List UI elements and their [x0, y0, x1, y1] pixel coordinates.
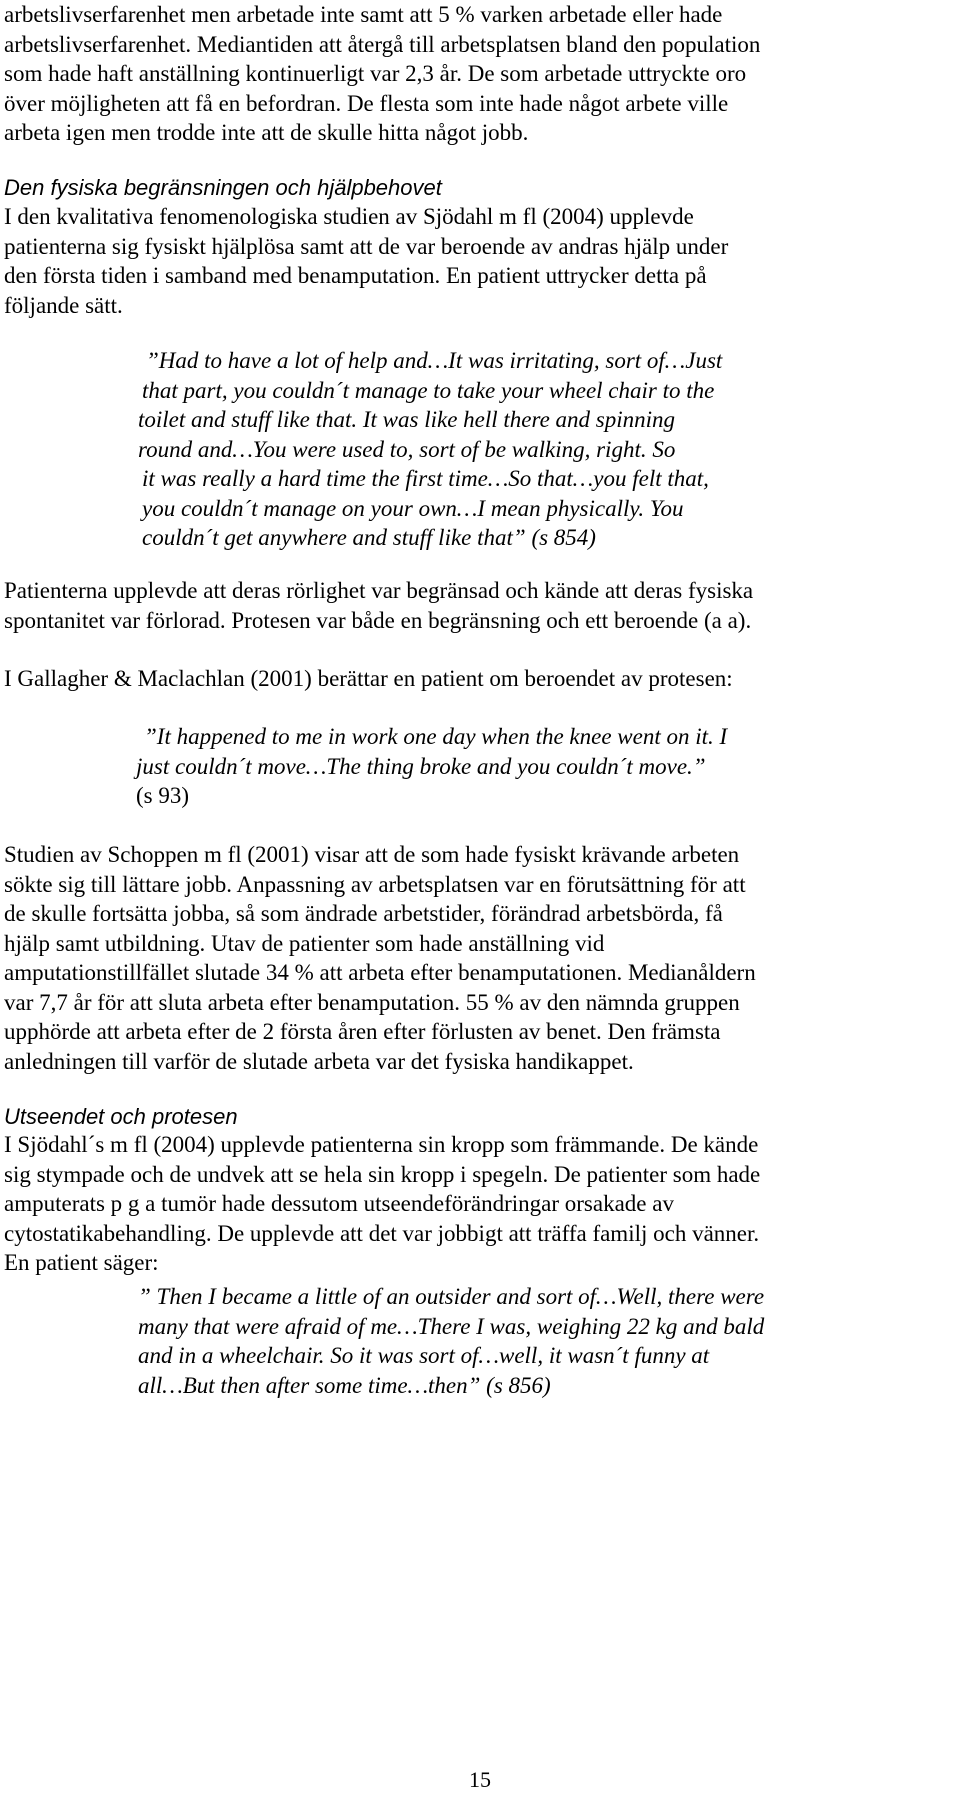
quote-line: and in a wheelchair. So it was sort of…well, it wasn´t funny at — [138, 1343, 710, 1368]
text-line: sökte sig till lättare jobb. Anpassning av arbetsplatsen var en förutsättning för att — [4, 871, 746, 897]
text-line: Studien av Schoppen m fl (2001) visar att de som hade fysiskt krävande arbeten — [4, 842, 740, 867]
appearance-paragraph — [4, 1130, 944, 1278]
quote-line: ” Then I became a little of an outsider and sort of…Well, there were — [138, 1284, 765, 1309]
quote-line: many that were afraid of me…There I was, weighing 22 kg and bald — [138, 1313, 765, 1339]
text-line: arbetslivserfarenhet men arbetade inte samt att 5 % varken arbetade eller hade — [4, 2, 723, 27]
physical-paragraph — [4, 202, 944, 320]
text-line: arbetslivserfarenhet. Mediantiden att återgå till arbetsplatsen bland den population — [4, 31, 761, 57]
schoppen-paragraph — [4, 840, 944, 1076]
text-line: upphörde att arbeta efter de 2 första åren efter förlusten av benet. Den främsta — [4, 1019, 721, 1044]
text-line: cytostatikabehandling. De upplevde att det var jobbigt att träffa familj och vänner. — [4, 1220, 760, 1246]
text-line: den första tiden i samband med benamputation. En patient uttrycker detta på — [4, 263, 707, 288]
text-line: var 7,7 år för att sluta arbeta efter benamputation. 55 % av den nämnda gruppen — [4, 989, 740, 1015]
text-line: följande sätt. — [4, 292, 123, 318]
page-number: 15 — [469, 1767, 491, 1792]
text-line: I Gallagher & Maclachlan (2001) berättar en patient om beroendet av protesen: — [4, 666, 733, 691]
quote-line: just couldn´t move…The thing broke and you couldn´t move.” — [136, 753, 706, 779]
patient-quote-3 — [138, 1282, 858, 1400]
text-line: patienterna sig fysiskt hjälplösa samt att de var beroende av andras hjälp under — [4, 233, 729, 259]
text-line: som hade haft anställning kontinuerligt var 2,3 år. De som arbetade uttryckte oro — [4, 61, 747, 86]
quote-line: all…But then after some time…then” (s 856) — [138, 1372, 551, 1398]
quote-line: toilet and stuff like that. It was like hell there and spinning — [138, 407, 676, 432]
quote-line: ”It happened to me in work one day when the knee went on it. I — [144, 724, 728, 749]
text-line: de skulle fortsätta jobba, så som ändrade arbetstider, förändrad arbetsbörda, få — [4, 901, 723, 926]
text-line: spontanitet var förlorad. Protesen var både en begränsning och ett beroende (a a). — [4, 607, 752, 633]
text-line: amputationstillfället slutade 34 % att arbeta efter benamputationen. Medianåldern — [4, 960, 756, 985]
section-heading-physical: Den fysiska begränsningen och hjälpbehovet — [4, 175, 442, 200]
text-line: amputerats p g a tumör hade dessutom utseendeförändringar orsakade av — [4, 1191, 674, 1216]
physical-paragraph-after-quote — [4, 576, 944, 635]
text-line: hjälp samt utbildning. Utav de patienter som hade anställning vid — [4, 930, 605, 956]
quote-line: round and…You were used to, sort of be walking, right. So — [138, 436, 676, 462]
text-line: arbeta igen men trodde inte att de skulle hitta något jobb. — [4, 120, 529, 145]
text-line: Patienterna upplevde att deras rörlighet var begränsad och kände att deras fysiska — [4, 578, 754, 603]
gallagher-intro — [4, 664, 944, 694]
quote-line: you couldn´t manage on your own…I mean physically. You — [142, 495, 684, 521]
text-line: I Sjödahl´s m fl (2004) upplevde patienterna sin kropp som främmande. De kände — [4, 1132, 759, 1157]
text-line: En patient säger: — [4, 1250, 159, 1275]
patient-quote-2 — [136, 722, 856, 811]
quote-line: ”Had to have a lot of help and…It was irritating, sort of…Just — [146, 348, 723, 373]
intro-paragraph — [4, 0, 944, 148]
quote-line: couldn´t get anywhere and stuff like that” (s 854) — [142, 525, 596, 550]
quote-line: it was really a hard time the first time…So that…you felt that, — [142, 466, 709, 491]
patient-quote-1 — [138, 346, 858, 553]
quote-line: (s 93) — [136, 783, 190, 808]
text-line: anledningen till varför de slutade arbeta var det fysiska handikappet. — [4, 1048, 634, 1074]
quote-line: that part, you couldn´t manage to take your wheel chair to the — [142, 377, 715, 403]
section-heading-appearance: Utseendet och protesen — [4, 1104, 238, 1129]
text-line: över möjligheten att få en befordran. De flesta som inte hade något arbete ville — [4, 90, 729, 116]
text-line: sig stympade och de undvek att se hela sin kropp i spegeln. De patienter som hade — [4, 1161, 761, 1187]
text-line: I den kvalitativa fenomenologiska studien av Sjödahl m fl (2004) upplevde — [4, 204, 694, 229]
